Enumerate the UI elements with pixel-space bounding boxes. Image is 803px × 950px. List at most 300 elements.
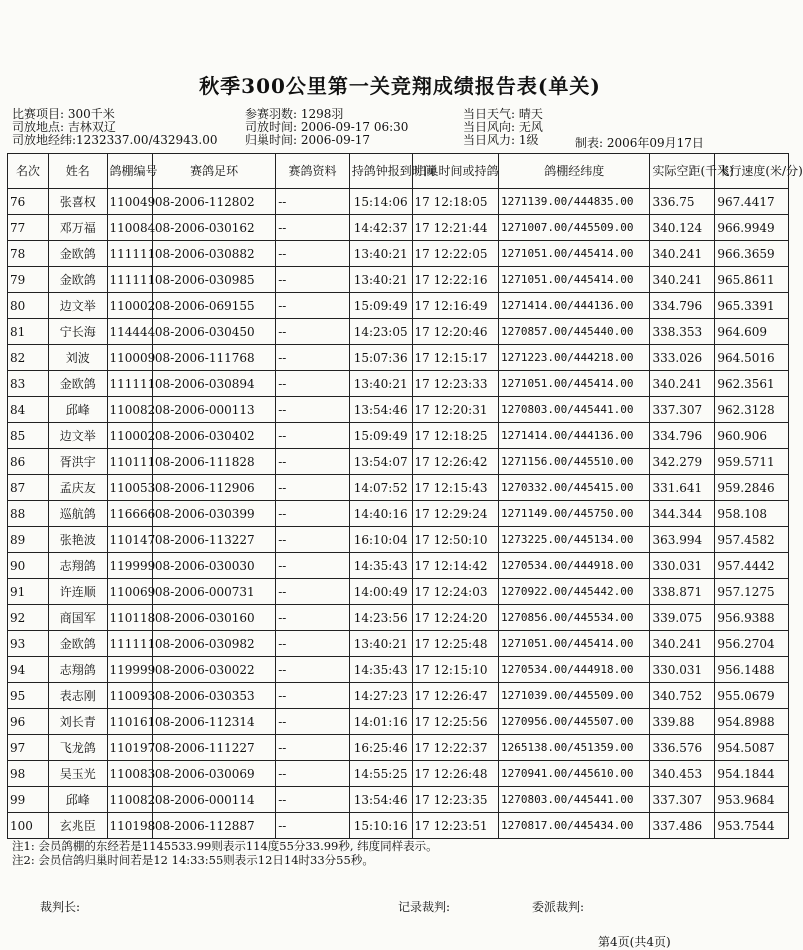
cell-ring: 08-2006-000113: [152, 397, 275, 423]
cell-ring: 08-2006-030353: [152, 683, 275, 709]
table-row: [8, 215, 789, 241]
cell-loft: 110198: [107, 813, 152, 839]
cell-name: 金欧鸽: [49, 371, 107, 397]
cell-ring: 08-2006-111768: [152, 345, 275, 371]
meta-release-coords: 司放地经纬:1232337.00/432943.00: [12, 133, 218, 147]
cell-clock: 14:00:49: [349, 579, 412, 605]
cell-loft: 110118: [107, 605, 152, 631]
cell-return: 17 12:18:05: [412, 189, 499, 215]
table-row: [8, 527, 789, 553]
meta-race-item: 比赛项目: 300千米: [12, 107, 115, 121]
cell-speed: 953.9684: [715, 787, 789, 813]
cell-ring: 08-2006-000731: [152, 579, 275, 605]
cell-name: 许连顺: [49, 579, 107, 605]
cell-coords: 1270803.00/445441.00: [499, 787, 650, 813]
cell-coords: 1270856.00/445534.00: [499, 605, 650, 631]
cell-ring: 08-2006-030402: [152, 423, 275, 449]
cell-ring: 08-2006-000114: [152, 787, 275, 813]
cell-return: 17 12:16:49: [412, 293, 499, 319]
meta-wind-force: 当日风力: 1级: [463, 133, 539, 147]
cell-coords: 1271149.00/445750.00: [499, 501, 650, 527]
cell-speed: 954.8988: [715, 709, 789, 735]
cell-info: --: [276, 813, 350, 839]
cell-rank: 83: [8, 371, 49, 397]
cell-rank: 89: [8, 527, 49, 553]
cell-name: 孟庆友: [49, 475, 107, 501]
signature-assigned-referee: 委派裁判:: [532, 900, 585, 914]
cell-clock: 14:35:43: [349, 657, 412, 683]
cell-loft: 111111: [107, 267, 152, 293]
cell-ring: 08-2006-112314: [152, 709, 275, 735]
cell-clock: 14:42:37: [349, 215, 412, 241]
cell-rank: 86: [8, 449, 49, 475]
cell-name: 刘波: [49, 345, 107, 371]
cell-rank: 82: [8, 345, 49, 371]
table-row: [8, 787, 789, 813]
cell-return: 17 12:22:37: [412, 735, 499, 761]
cell-return: 17 12:50:10: [412, 527, 499, 553]
header-loft-number: 鸽棚编号: [107, 154, 152, 189]
cell-clock: 14:23:05: [349, 319, 412, 345]
meta-release-time: 司放时间: 2006-09-17 06:30: [245, 120, 409, 134]
cell-return: 17 12:23:35: [412, 787, 499, 813]
cell-return: 17 12:22:16: [412, 267, 499, 293]
table-row: [8, 241, 789, 267]
cell-name: 志翔鸽: [49, 657, 107, 683]
cell-info: --: [276, 319, 350, 345]
cell-distance: 336.576: [650, 735, 715, 761]
meta-column-1: [12, 108, 218, 147]
cell-coords: 1270922.00/445442.00: [499, 579, 650, 605]
page-number: 第4页(共4页): [598, 935, 671, 949]
table-row: [8, 735, 789, 761]
cell-name: 胥洪宇: [49, 449, 107, 475]
cell-rank: 79: [8, 267, 49, 293]
cell-return: 17 12:20:46: [412, 319, 499, 345]
cell-coords: 1270956.00/445507.00: [499, 709, 650, 735]
cell-info: --: [276, 683, 350, 709]
cell-distance: 339.075: [650, 605, 715, 631]
cell-loft: 116666: [107, 501, 152, 527]
cell-name: 边文举: [49, 293, 107, 319]
signature-recording-referee: 记录裁判:: [398, 900, 451, 914]
cell-speed: 960.906: [715, 423, 789, 449]
meta-return-date: 归巢时间: 2006-09-17: [245, 133, 371, 147]
cell-info: --: [276, 657, 350, 683]
cell-name: 巡航鸽: [49, 501, 107, 527]
header-name: 姓名: [49, 154, 107, 189]
cell-return: 17 12:24:20: [412, 605, 499, 631]
cell-name: 飞龙鸽: [49, 735, 107, 761]
cell-return: 17 12:15:43: [412, 475, 499, 501]
cell-speed: 954.1844: [715, 761, 789, 787]
cell-coords: 1270534.00/444918.00: [499, 657, 650, 683]
cell-info: --: [276, 735, 350, 761]
cell-clock: 14:27:23: [349, 683, 412, 709]
meta-entries: 参赛羽数: 1298羽: [245, 107, 344, 121]
table-row: [8, 657, 789, 683]
header-clock-time: 持鸽钟报到时间: [349, 154, 412, 189]
cell-name: 张艳波: [49, 527, 107, 553]
cell-rank: 91: [8, 579, 49, 605]
cell-ring: 08-2006-111828: [152, 449, 275, 475]
header-pigeon-info: 赛鸽资料: [276, 154, 350, 189]
cell-clock: 14:55:25: [349, 761, 412, 787]
cell-info: --: [276, 397, 350, 423]
cell-rank: 81: [8, 319, 49, 345]
cell-info: --: [276, 267, 350, 293]
table-row: [8, 683, 789, 709]
header-ring: 赛鸽足环: [152, 154, 275, 189]
cell-distance: 331.641: [650, 475, 715, 501]
cell-loft: 110093: [107, 683, 152, 709]
cell-name: 邓万福: [49, 215, 107, 241]
cell-distance: 339.88: [650, 709, 715, 735]
cell-clock: 15:09:49: [349, 293, 412, 319]
cell-clock: 15:10:16: [349, 813, 412, 839]
cell-loft: 110111: [107, 449, 152, 475]
cell-info: --: [276, 501, 350, 527]
cell-distance: 337.307: [650, 787, 715, 813]
cell-info: --: [276, 345, 350, 371]
cell-info: --: [276, 475, 350, 501]
cell-speed: 956.1488: [715, 657, 789, 683]
cell-rank: 95: [8, 683, 49, 709]
cell-name: 玄兆臣: [49, 813, 107, 839]
cell-rank: 87: [8, 475, 49, 501]
cell-speed: 965.8611: [715, 267, 789, 293]
cell-distance: 337.486: [650, 813, 715, 839]
cell-return: 17 12:25:48: [412, 631, 499, 657]
cell-speed: 957.1275: [715, 579, 789, 605]
cell-return: 17 12:26:48: [412, 761, 499, 787]
cell-coords: 1271051.00/445414.00: [499, 371, 650, 397]
cell-speed: 964.5016: [715, 345, 789, 371]
table-row: [8, 553, 789, 579]
cell-distance: 334.796: [650, 293, 715, 319]
cell-clock: 16:25:46: [349, 735, 412, 761]
meta-column-3: [463, 108, 543, 147]
cell-ring: 08-2006-030069: [152, 761, 275, 787]
cell-distance: 336.75: [650, 189, 715, 215]
cell-clock: 14:23:56: [349, 605, 412, 631]
cell-return: 17 12:18:25: [412, 423, 499, 449]
cell-info: --: [276, 293, 350, 319]
note-1: 注1: 会员鸽棚的东经若是1145533.99则表示114度55分33.99秒, 纬度同样表示。: [12, 839, 438, 853]
cell-speed: 953.7544: [715, 813, 789, 839]
table-row: [8, 423, 789, 449]
cell-name: 金欧鸽: [49, 267, 107, 293]
cell-info: --: [276, 787, 350, 813]
cell-loft: 110161: [107, 709, 152, 735]
cell-coords: 1271007.00/445509.00: [499, 215, 650, 241]
cell-speed: 965.3391: [715, 293, 789, 319]
cell-ring: 08-2006-113227: [152, 527, 275, 553]
table-row: [8, 605, 789, 631]
cell-clock: 13:40:21: [349, 241, 412, 267]
table-row: [8, 345, 789, 371]
cell-ring: 08-2006-112802: [152, 189, 275, 215]
table-row: [8, 709, 789, 735]
cell-speed: 959.2846: [715, 475, 789, 501]
cell-ring: 08-2006-030985: [152, 267, 275, 293]
cell-info: --: [276, 241, 350, 267]
cell-name: 宁长海: [49, 319, 107, 345]
meta-wind-direction: 当日风向: 无风: [463, 120, 543, 134]
cell-distance: 334.796: [650, 423, 715, 449]
cell-distance: 340.453: [650, 761, 715, 787]
cell-return: 17 12:22:05: [412, 241, 499, 267]
cell-distance: 344.344: [650, 501, 715, 527]
cell-rank: 96: [8, 709, 49, 735]
cell-info: --: [276, 761, 350, 787]
cell-name: 邱峰: [49, 787, 107, 813]
cell-rank: 92: [8, 605, 49, 631]
cell-return: 17 12:15:10: [412, 657, 499, 683]
cell-name: 志翔鸽: [49, 553, 107, 579]
cell-coords: 1270857.00/445440.00: [499, 319, 650, 345]
cell-distance: 340.241: [650, 241, 715, 267]
cell-loft: 110082: [107, 397, 152, 423]
meta-made-date: 制表: 2006年09月17日: [575, 136, 704, 150]
header-rank: 名次: [8, 154, 49, 189]
cell-info: --: [276, 605, 350, 631]
cell-info: --: [276, 371, 350, 397]
cell-coords: 1271051.00/445414.00: [499, 241, 650, 267]
cell-loft: 110084: [107, 215, 152, 241]
cell-ring: 08-2006-112906: [152, 475, 275, 501]
cell-loft: 110147: [107, 527, 152, 553]
cell-speed: 956.2704: [715, 631, 789, 657]
cell-coords: 1271039.00/445509.00: [499, 683, 650, 709]
cell-loft: 110053: [107, 475, 152, 501]
cell-coords: 1271223.00/444218.00: [499, 345, 650, 371]
cell-rank: 77: [8, 215, 49, 241]
cell-speed: 956.9388: [715, 605, 789, 631]
cell-info: --: [276, 579, 350, 605]
cell-ring: 08-2006-111227: [152, 735, 275, 761]
table-row: [8, 475, 789, 501]
cell-distance: 340.241: [650, 371, 715, 397]
cell-speed: 966.9949: [715, 215, 789, 241]
cell-speed: 954.5087: [715, 735, 789, 761]
cell-coords: 1270534.00/444918.00: [499, 553, 650, 579]
cell-info: --: [276, 189, 350, 215]
cell-return: 17 12:24:03: [412, 579, 499, 605]
cell-distance: 340.241: [650, 631, 715, 657]
cell-speed: 957.4442: [715, 553, 789, 579]
table-row: [8, 319, 789, 345]
cell-loft: 111111: [107, 371, 152, 397]
cell-distance: 340.241: [650, 267, 715, 293]
cell-distance: 330.031: [650, 657, 715, 683]
cell-name: 金欧鸽: [49, 241, 107, 267]
cell-coords: 1270941.00/445610.00: [499, 761, 650, 787]
header-return-time: 归巢时间或持鸽: [412, 154, 499, 189]
cell-loft: 110049: [107, 189, 152, 215]
cell-rank: 93: [8, 631, 49, 657]
cell-rank: 85: [8, 423, 49, 449]
cell-return: 17 12:29:24: [412, 501, 499, 527]
cell-distance: 338.353: [650, 319, 715, 345]
cell-distance: 340.752: [650, 683, 715, 709]
cell-loft: 119999: [107, 553, 152, 579]
cell-clock: 14:01:16: [349, 709, 412, 735]
table-row: [8, 371, 789, 397]
cell-speed: 957.4582: [715, 527, 789, 553]
cell-info: --: [276, 631, 350, 657]
cell-rank: 84: [8, 397, 49, 423]
cell-loft: 114444: [107, 319, 152, 345]
cell-return: 17 12:26:47: [412, 683, 499, 709]
table-row: [8, 397, 789, 423]
cell-loft: 110197: [107, 735, 152, 761]
cell-speed: 958.108: [715, 501, 789, 527]
cell-rank: 78: [8, 241, 49, 267]
cell-loft: 110002: [107, 293, 152, 319]
cell-rank: 76: [8, 189, 49, 215]
cell-coords: 1271139.00/444835.00: [499, 189, 650, 215]
cell-return: 17 12:15:17: [412, 345, 499, 371]
cell-ring: 08-2006-030882: [152, 241, 275, 267]
cell-distance: 363.994: [650, 527, 715, 553]
cell-distance: 342.279: [650, 449, 715, 475]
note-2: 注2: 会员信鸽归巢时间若是12 14:33:55则表示12日14时33分55秒。: [12, 853, 374, 867]
header-distance: 实际空距(千米): [650, 154, 715, 189]
cell-return: 17 12:20:31: [412, 397, 499, 423]
cell-name: 吴玉光: [49, 761, 107, 787]
cell-speed: 962.3128: [715, 397, 789, 423]
table-row: [8, 501, 789, 527]
cell-clock: 13:54:46: [349, 787, 412, 813]
cell-clock: 13:54:07: [349, 449, 412, 475]
cell-info: --: [276, 215, 350, 241]
cell-speed: 955.0679: [715, 683, 789, 709]
cell-ring: 08-2006-030450: [152, 319, 275, 345]
cell-info: --: [276, 553, 350, 579]
cell-name: 金欧鸽: [49, 631, 107, 657]
cell-loft: 110083: [107, 761, 152, 787]
cell-info: --: [276, 423, 350, 449]
cell-rank: 90: [8, 553, 49, 579]
cell-ring: 08-2006-112887: [152, 813, 275, 839]
cell-loft: 119999: [107, 657, 152, 683]
cell-coords: 1271156.00/445510.00: [499, 449, 650, 475]
header-coords: 鸽棚经纬度: [499, 154, 650, 189]
cell-clock: 15:07:36: [349, 345, 412, 371]
notes: [12, 839, 438, 867]
table-header-row: [8, 154, 789, 189]
results-table: [7, 153, 803, 839]
cell-speed: 959.5711: [715, 449, 789, 475]
cell-ring: 08-2006-030022: [152, 657, 275, 683]
cell-clock: 13:40:21: [349, 267, 412, 293]
cell-coords: 1270803.00/445441.00: [499, 397, 650, 423]
cell-rank: 80: [8, 293, 49, 319]
cell-name: 邱峰: [49, 397, 107, 423]
cell-return: 17 12:14:42: [412, 553, 499, 579]
table-row: [8, 267, 789, 293]
cell-distance: 330.031: [650, 553, 715, 579]
cell-clock: 15:09:49: [349, 423, 412, 449]
cell-speed: 964.609: [715, 319, 789, 345]
cell-ring: 08-2006-030160: [152, 605, 275, 631]
table-row: [8, 631, 789, 657]
cell-rank: 99: [8, 787, 49, 813]
meta-column-2: [245, 108, 408, 147]
cell-info: --: [276, 709, 350, 735]
table-row: [8, 813, 789, 839]
signature-chief-referee: 裁判长:: [40, 900, 81, 914]
table-row: [8, 761, 789, 787]
cell-rank: 88: [8, 501, 49, 527]
cell-name: 张喜权: [49, 189, 107, 215]
table-row: [8, 579, 789, 605]
cell-coords: 1271051.00/445414.00: [499, 267, 650, 293]
cell-ring: 08-2006-030030: [152, 553, 275, 579]
cell-clock: 13:54:46: [349, 397, 412, 423]
cell-loft: 110069: [107, 579, 152, 605]
cell-info: --: [276, 449, 350, 475]
cell-clock: 14:40:16: [349, 501, 412, 527]
cell-speed: 962.3561: [715, 371, 789, 397]
cell-coords: 1270332.00/445415.00: [499, 475, 650, 501]
cell-distance: 340.124: [650, 215, 715, 241]
cell-clock: 16:10:04: [349, 527, 412, 553]
cell-clock: 13:40:21: [349, 371, 412, 397]
cell-speed: 966.3659: [715, 241, 789, 267]
cell-loft: 111111: [107, 241, 152, 267]
cell-clock: 15:14:06: [349, 189, 412, 215]
table-row: [8, 189, 789, 215]
header-speed: 飞行速度(米/分): [715, 154, 789, 189]
meta-weather: 当日天气: 晴天: [463, 107, 543, 121]
cell-distance: 333.026: [650, 345, 715, 371]
table-row: [8, 293, 789, 319]
cell-rank: 94: [8, 657, 49, 683]
cell-ring: 08-2006-030982: [152, 631, 275, 657]
cell-loft: 110082: [107, 787, 152, 813]
cell-name: 表志刚: [49, 683, 107, 709]
cell-clock: 14:07:52: [349, 475, 412, 501]
cell-rank: 100: [8, 813, 49, 839]
cell-name: 刘长青: [49, 709, 107, 735]
cell-return: 17 12:25:56: [412, 709, 499, 735]
cell-return: 17 12:26:42: [412, 449, 499, 475]
cell-coords: 1271414.00/444136.00: [499, 423, 650, 449]
cell-loft: 110009: [107, 345, 152, 371]
cell-return: 17 12:23:33: [412, 371, 499, 397]
table-row: [8, 449, 789, 475]
cell-name: 边文举: [49, 423, 107, 449]
report-title: 秋季300公里第一关竞翔成绩报告表(单关): [199, 74, 601, 98]
cell-ring: 08-2006-030894: [152, 371, 275, 397]
cell-coords: 1271051.00/445414.00: [499, 631, 650, 657]
cell-coords: 1265138.00/451359.00: [499, 735, 650, 761]
cell-clock: 13:40:21: [349, 631, 412, 657]
cell-clock: 14:35:43: [349, 553, 412, 579]
cell-return: 17 12:23:51: [412, 813, 499, 839]
cell-ring: 08-2006-030399: [152, 501, 275, 527]
cell-coords: 1271414.00/444136.00: [499, 293, 650, 319]
meta-release-place: 司放地点: 吉林双辽: [12, 120, 116, 134]
cell-return: 17 12:21:44: [412, 215, 499, 241]
cell-loft: 110002: [107, 423, 152, 449]
cell-rank: 97: [8, 735, 49, 761]
cell-ring: 08-2006-030162: [152, 215, 275, 241]
cell-distance: 337.307: [650, 397, 715, 423]
cell-distance: 338.871: [650, 579, 715, 605]
